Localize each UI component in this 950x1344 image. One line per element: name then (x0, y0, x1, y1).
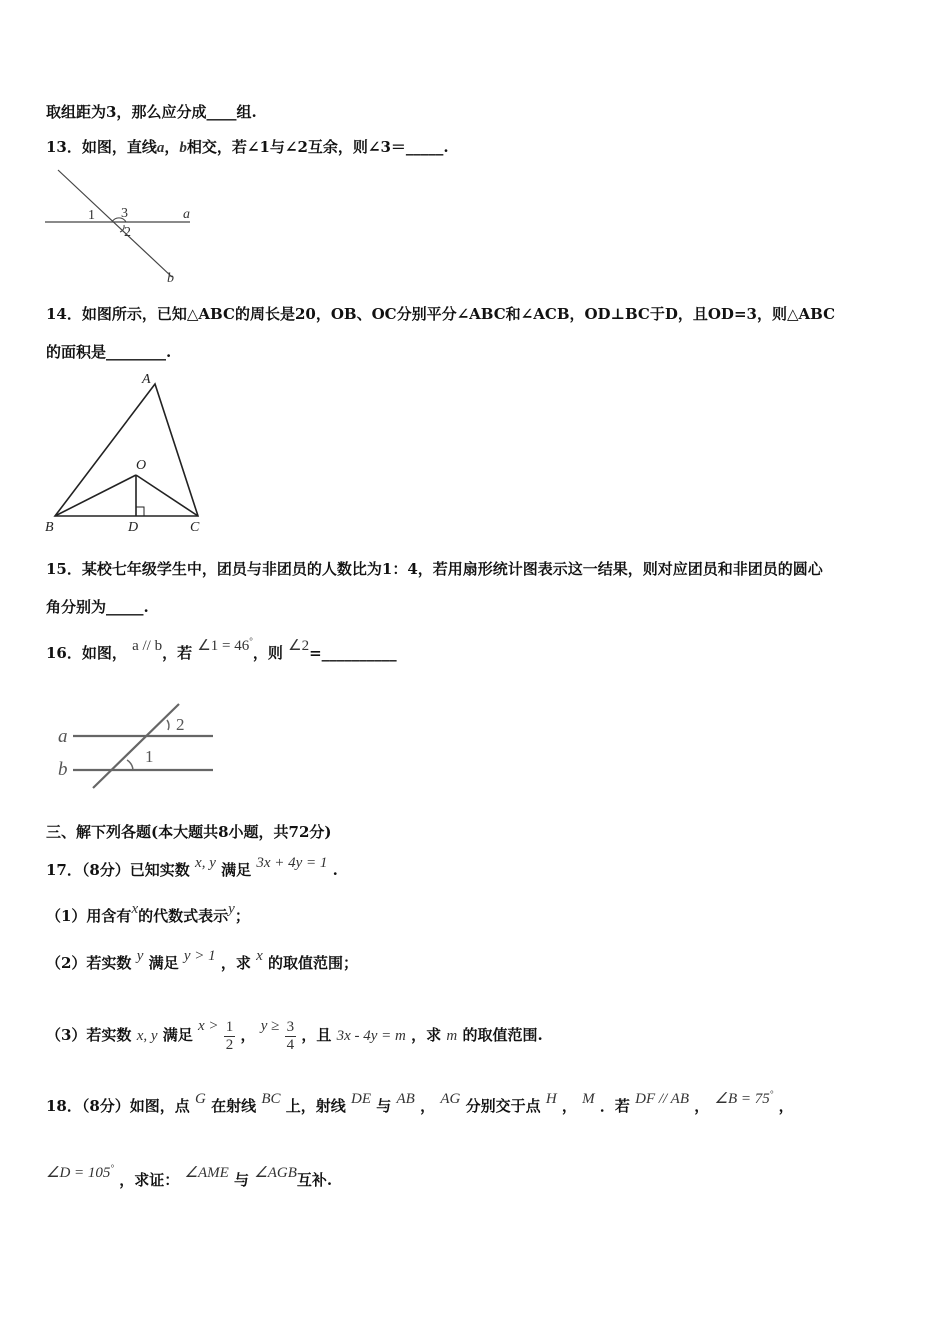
q17-fraction-1 (224, 1019, 236, 1054)
q18-text-e: 分别交于点 (465, 1097, 541, 1115)
q17-p3-yge: y ≥ (260, 1018, 280, 1034)
q18-degree-1: ° (769, 1089, 774, 1099)
q18-text-a: 18．（8分）如图，点 (46, 1097, 190, 1115)
q18-angle-b (715, 1091, 774, 1107)
q17-p1-end: ； (234, 907, 250, 925)
q14-figure (40, 370, 215, 535)
q18-line1 (46, 1089, 794, 1118)
q17-text-b: 满足 (221, 861, 252, 879)
q18-point-g: G (195, 1091, 206, 1107)
q18-degree-2: ° (110, 1163, 115, 1173)
q14-label-c: C (190, 520, 200, 535)
q16-angle1-value: ∠1 = 46 (197, 638, 250, 654)
q16-text (46, 636, 397, 665)
q17-p3-comma1: ， (240, 1026, 256, 1044)
section3-heading: 三、解下列各题(本大题共8小题，共72分) (46, 823, 332, 841)
q18-point-m: M (582, 1091, 595, 1107)
q18-line2 (46, 1163, 333, 1192)
q17-part3 (46, 1013, 543, 1058)
q18-ray-bc: BC (261, 1091, 281, 1107)
q17-p2-y: y (136, 948, 144, 964)
q17-p2-c: ，求 (220, 954, 251, 972)
q13-text-a: 13．如图，直线 (46, 138, 157, 156)
q16-angle1-arc (127, 760, 133, 770)
q14-right-angle-mark (136, 507, 144, 516)
q13-label-3: 3 (121, 206, 128, 221)
q13-sep: ， (164, 138, 180, 156)
q16-angle2-arc (167, 720, 169, 730)
q14-label-b: B (45, 520, 54, 535)
q17-f2-num: 3 (286, 1018, 295, 1035)
q14-label-o: O (136, 458, 147, 473)
q13-text-b: 相交，若∠1与∠2互余，则∠3＝ (186, 138, 406, 156)
q17-text (46, 855, 338, 881)
q18-angle-d-value: ∠D = 105 (46, 1165, 111, 1181)
q18-df-parallel-ab: DF // AB (635, 1091, 690, 1107)
q17-p2-b: 满足 (148, 954, 179, 972)
q16-text-c: ，则 (252, 644, 283, 662)
q18-angle-ame: ∠AME (184, 1165, 229, 1181)
q18-comma-2: ， (561, 1097, 577, 1115)
q14-line1: 14．如图所示，已知△ABC的周长是20，OB、OC分别平分∠ABC和∠ACB，OD⊥BC于D，且OD=3，则△ABC (46, 305, 836, 323)
q18-ab: AB (396, 1091, 415, 1107)
q17-f1-num: 1 (225, 1018, 234, 1035)
q13-figure (40, 162, 210, 287)
q18-text-h: 与 (234, 1171, 250, 1189)
q17-p3-c: ，且 (301, 1026, 332, 1044)
q16-label-2: 2 (176, 715, 185, 734)
q17-p2-x: x (256, 948, 263, 964)
q18-point-h: H (545, 1091, 557, 1107)
q17-p3-b: 满足 (162, 1026, 193, 1044)
q17-part2 (46, 948, 359, 974)
q16-text-b: ，若 (162, 644, 193, 662)
q18-text-b: 在射线 (211, 1097, 257, 1115)
q14-label-d: D (128, 520, 139, 535)
q17-f2-den: 4 (286, 1036, 295, 1053)
q17-text-a: 17．（8分）已知实数 (46, 861, 190, 879)
q18-angle-d (46, 1165, 114, 1181)
q16-label-a: a (58, 726, 68, 747)
q13-label-b: b (167, 271, 174, 286)
q16-degree: ° (249, 636, 253, 646)
q13-blank: _____ (405, 138, 444, 156)
q17-p3-d: ，求 (411, 1026, 442, 1044)
q16-text-a: 16．如图， (46, 644, 127, 662)
q13-text (46, 137, 449, 158)
q18-text-c: 上，射线 (285, 1097, 346, 1115)
q17-f1-den: 2 (225, 1036, 234, 1053)
q18-angle-agb: ∠AGB (254, 1165, 297, 1181)
q16-math-angle2: ∠2 (288, 638, 310, 654)
q17-p1-x: x (131, 901, 139, 917)
q13-var-b: b (179, 140, 187, 156)
q16-figure (55, 700, 220, 795)
q17-p3-a: （3）若实数 (46, 1026, 132, 1044)
q18-ray-de: DE (351, 1091, 372, 1107)
q18-text-i: 互补. (296, 1171, 333, 1189)
q17-p2-d: 的取值范围； (268, 954, 359, 972)
q17-p2-a: （2）若实数 (46, 954, 132, 972)
q16-math-angle1 (197, 638, 253, 654)
q13-label-a: a (183, 207, 190, 222)
q14-segment-oc (136, 475, 198, 516)
q17-p3-eq: 3x - 4y = m (336, 1028, 406, 1044)
q17-p1-a: （1）用含有 (46, 907, 132, 925)
q16-label-b: b (58, 759, 68, 780)
q13-var-a: a (156, 140, 165, 156)
q13-label-2: 2 (124, 225, 131, 240)
q17-p3-xgt: x > (198, 1018, 219, 1034)
q17-p3-e: 的取值范围. (462, 1026, 543, 1044)
q17-p3-xy: x, y (136, 1028, 158, 1044)
q14-label-a: A (142, 372, 151, 387)
q17-p1-b: 的代数式表示 (138, 907, 229, 925)
q12-tail: 取组距为3，那么应分成____组. (46, 103, 257, 121)
q14-triangle-abc (55, 384, 198, 516)
q18-text-g: ，求证： (119, 1171, 180, 1189)
q15-line1: 15．某校七年级学生中，团员与非团员的人数比为1：4，若用扇形统计图表示这一结果，则对应团员和非团员的圆心 (46, 560, 823, 578)
q13-end: . (443, 138, 449, 156)
q17-p1-y: y (228, 901, 235, 917)
q18-text-f: ．若 (599, 1097, 630, 1115)
q16-transversal (93, 704, 179, 788)
q18-ag: AG (440, 1091, 461, 1107)
q13-line-b (58, 170, 172, 277)
q17-end: . (332, 861, 338, 879)
q18-comma-1: ， (420, 1097, 436, 1115)
q16-label-1: 1 (145, 747, 154, 766)
q17-p2-cond: y > 1 (183, 948, 216, 964)
q18-angle-b-value: ∠B = 75 (714, 1091, 770, 1107)
q15-line2: 角分别为_____. (46, 598, 149, 616)
q18-comma-3: ， (694, 1097, 710, 1115)
q17-math-xy: x, y (195, 855, 216, 871)
q16-eq: = (309, 644, 322, 662)
q17-math-eq: 3x + 4y = 1 (256, 855, 328, 871)
q16-blank: __________ (321, 644, 397, 662)
q14-segment-ob (55, 475, 136, 516)
q17-part1 (46, 901, 250, 927)
q17-fraction-2 (285, 1019, 297, 1054)
q16-math-ab: a // b (132, 638, 163, 654)
q17-p3-m: m (446, 1028, 458, 1044)
q13-label-1: 1 (88, 208, 95, 223)
q18-text-d: 与 (376, 1097, 392, 1115)
q18-comma-4: ， (778, 1097, 794, 1115)
q14-line2: 的面积是________. (46, 343, 172, 361)
